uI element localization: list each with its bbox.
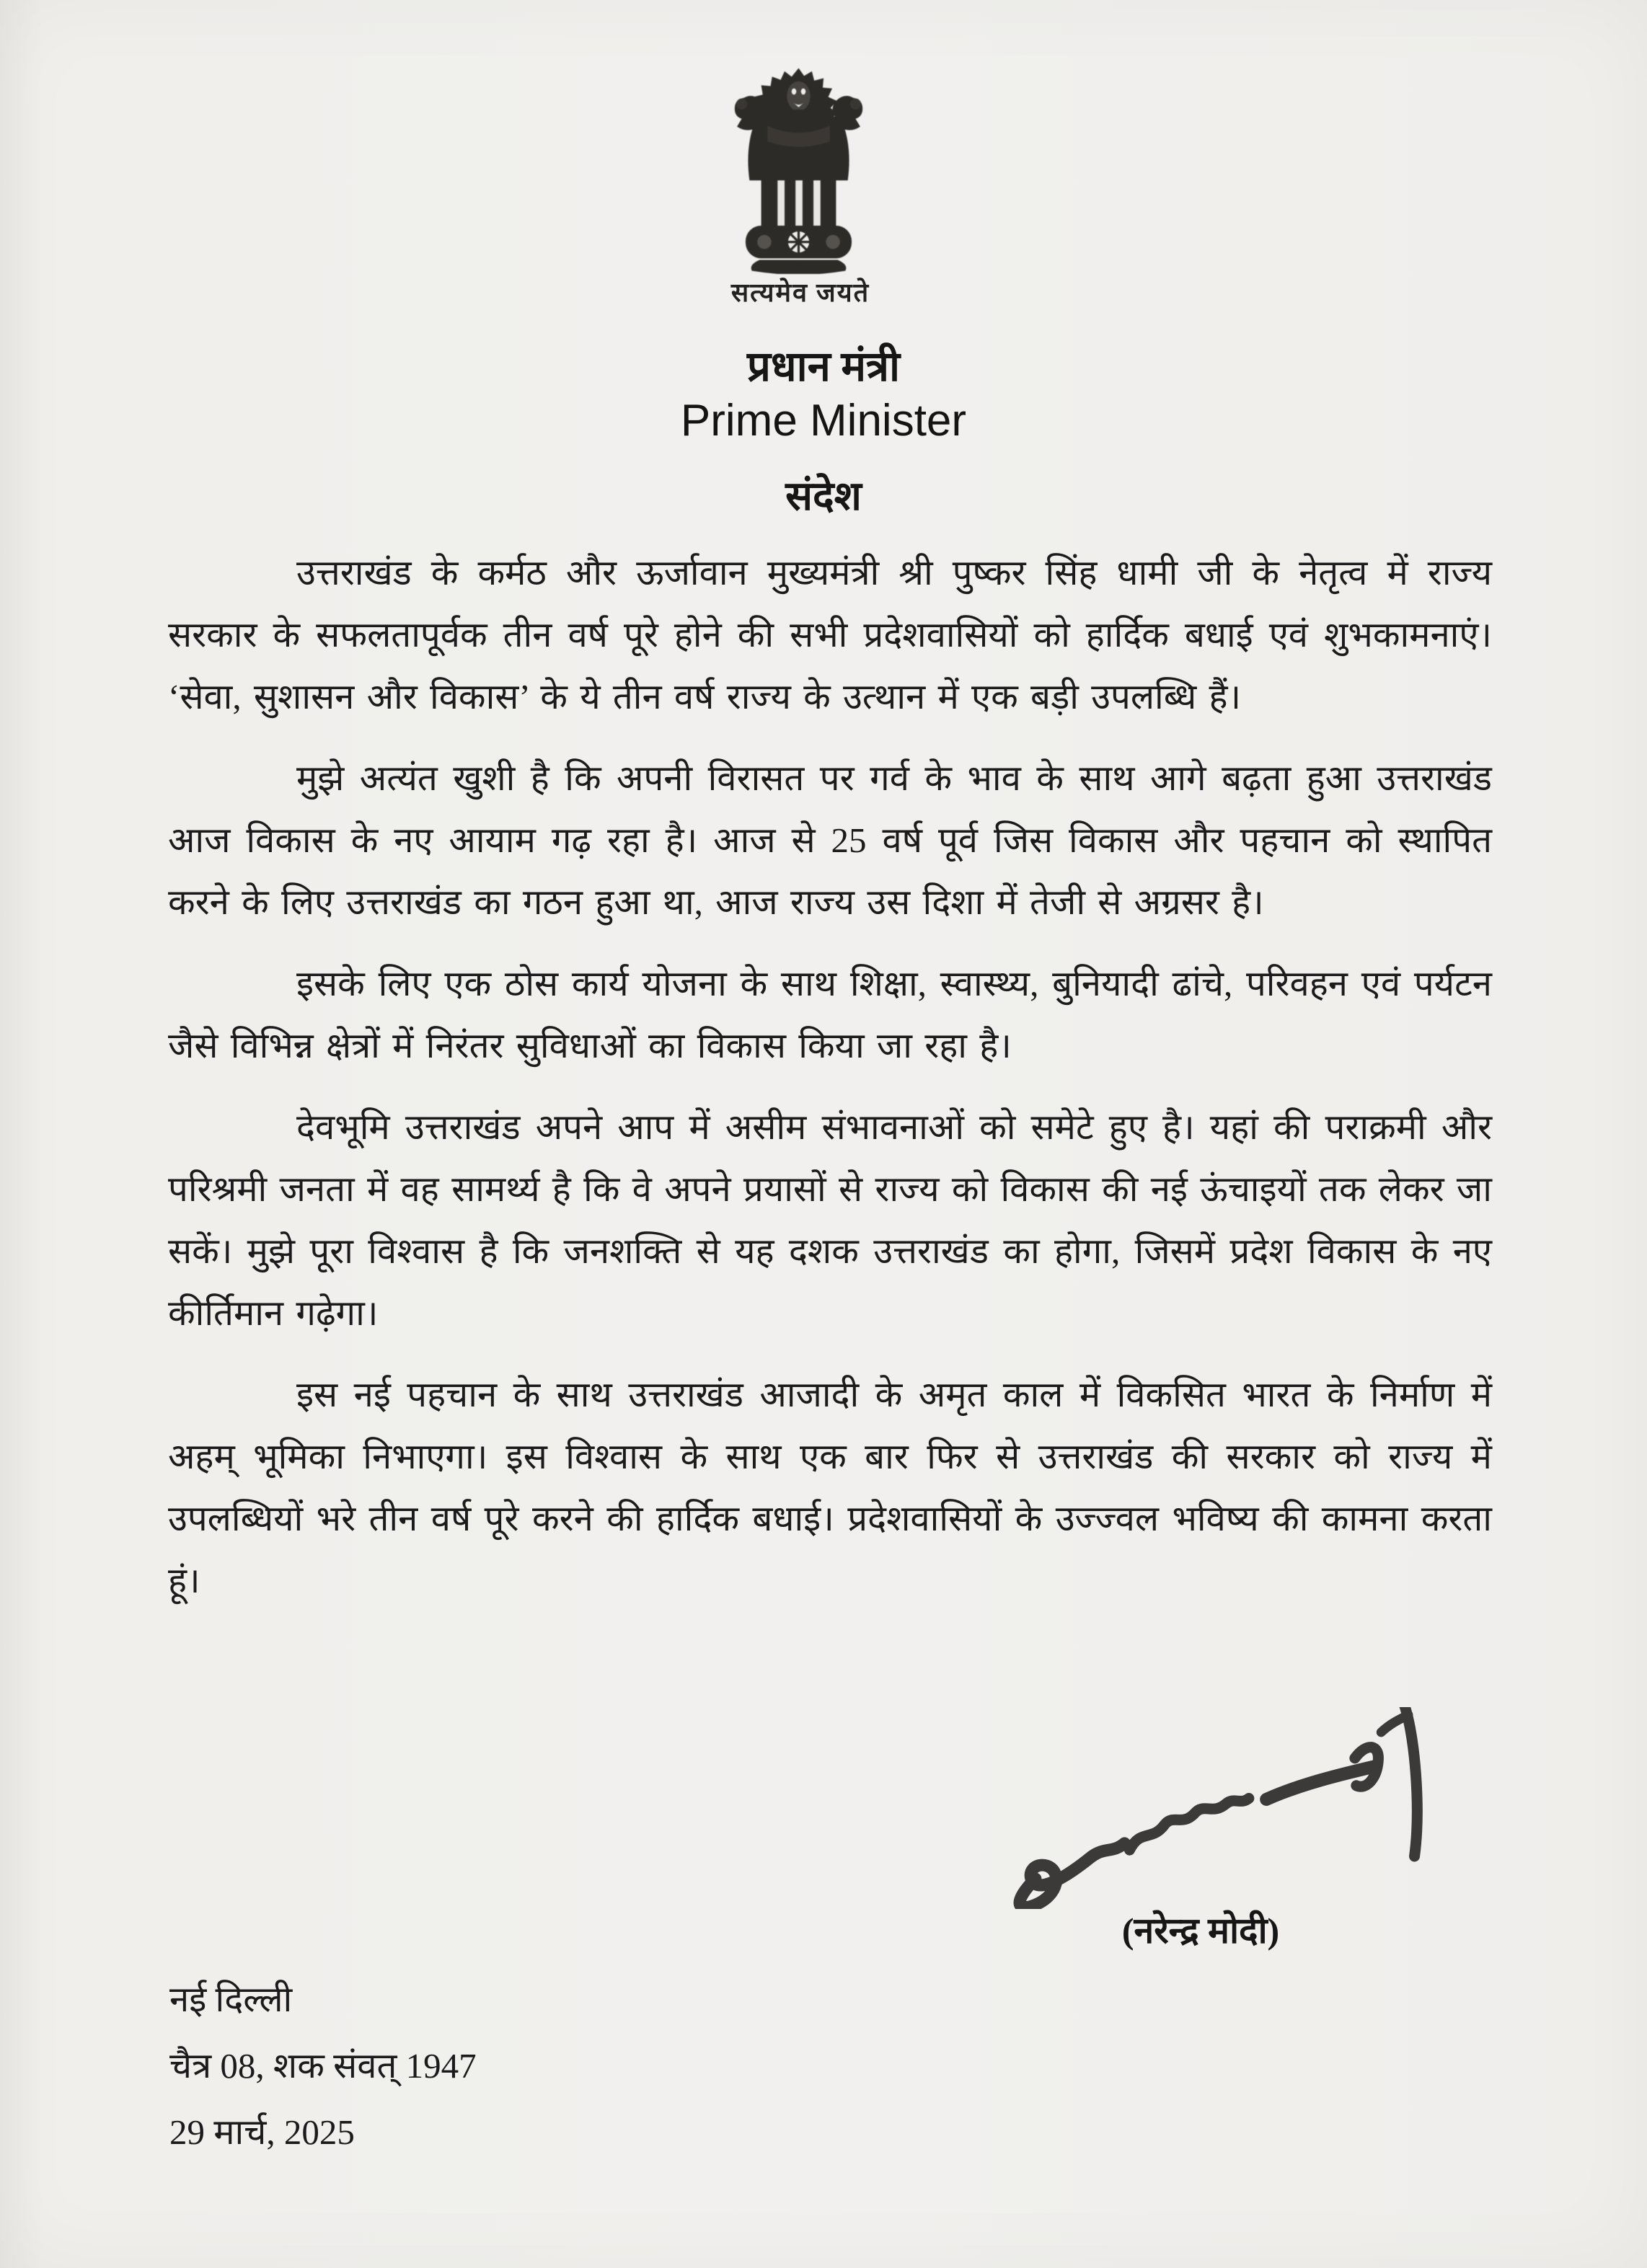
signatory-name: (नरेन्द्र मोदी) bbox=[1121, 1910, 1280, 1951]
letter-body bbox=[168, 542, 1492, 1631]
signature-image bbox=[984, 1707, 1439, 1909]
paragraph-5: इस नई पहचान के साथ उत्तराखंड आजादी के अमृत काल में विकसित भारत के निर्माण में अहम् भूमिका निभाएगा। इस विश्वास के साथ एक बार फिर से उत्तराखंड की सरकार को राज्य में उपलब्धियों भरे तीन वर्ष पूरे करने की हार्दिक बधाई। प्रदेशवासियों के उज्ज्वल भविष्य की कामना करता हूं। bbox=[168, 1375, 1492, 1600]
national-emblem-icon bbox=[717, 63, 880, 274]
message-heading: संदेश bbox=[785, 474, 862, 519]
date-saka: चैत्र 08, शक संवत् 1947 bbox=[169, 2046, 477, 2086]
paragraph-1: उत्तराखंड के कर्मठ और ऊर्जावान मुख्यमंत्री श्री पुष्कर सिंह धामी जी के नेतृत्व में राज्य सरकार के सफलतापूर्वक तीन वर्ष पूरे होने की सभी प्रदेशवासियों को हार्दिक बधाई एवं शुभकामनाएं। ‘सेवा, सुशासन और विकास’ के ये तीन वर्ष राज्य के उत्थान में एक बड़ी उपलब्धि हैं। bbox=[168, 553, 1492, 717]
date-gregorian: 29 मार्च, 2025 bbox=[169, 2112, 355, 2152]
title-english: Prime Minister bbox=[680, 396, 967, 446]
paragraph-3: इसके लिए एक ठोस कार्य योजना के साथ शिक्षा, स्वास्थ्य, बुनियादी ढांचे, परिवहन एवं पर्यटन जैसे विभिन्न क्षेत्रों में निरंतर सुविधाओं का विकास किया जा रहा है। bbox=[168, 964, 1492, 1066]
title-hindi: प्रधान मंत्री bbox=[746, 343, 901, 390]
place: नई दिल्ली bbox=[169, 1980, 293, 2019]
paragraph-2: मुझे अत्यंत खुशी है कि अपनी विरासत पर गर्व के भाव के साथ आगे बढ़ता हुआ उत्तराखंड आज विकास के नए आयाम गढ़ रहा है। आज से 25 वर्ष पूर्व जिस विकास और पहचान को स्थापित करने के लिए उत्तराखंड का गठन हुआ था, आज राज्य उस दिशा में तेजी से अग्रसर है। bbox=[168, 758, 1492, 922]
emblem-motto: सत्यमेव जयते bbox=[730, 278, 870, 307]
paragraph-4: देवभूमि उत्तराखंड अपने आप में असीम संभावनाओं को समेटे हुए है। यहां की पराक्रमी और परिश्रमी जनता में वह सामर्थ्य है कि वे अपने प्रयासों से राज्य को विकास की नई ऊंचाइयों तक लेकर जा सकें। मुझे पूरा विश्वास है कि जनशक्ति से यह दशक उत्तराखंड का होगा, जिसमें प्रदेश विकास के नए कीर्तिमान गढ़ेगा। bbox=[168, 1107, 1492, 1333]
place-date-block bbox=[169, 1967, 477, 2166]
